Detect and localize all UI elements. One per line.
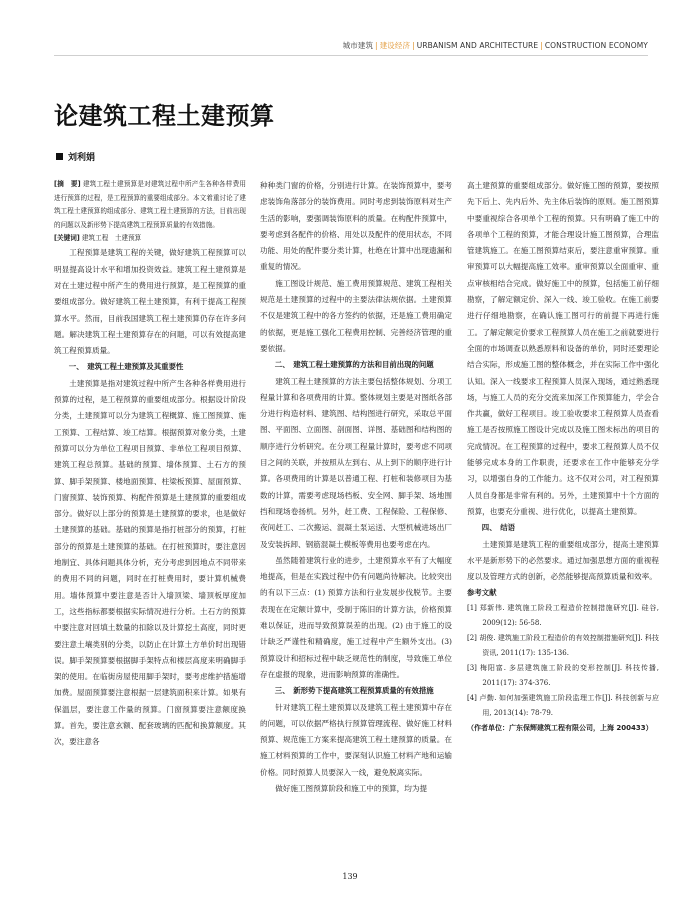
reference-item: [3] 梅阳富. 多层建筑施工阶段的变形控制[J]. 科技传播, 2011(17): 374-376. xyxy=(467,664,659,688)
header-section-cn: 城市建筑 xyxy=(342,41,374,50)
paragraph-continued: 高土建预算的重要组成部分。做好施工图的预算，要按照先下后上、先内后外、先主体后装饰的原则。施工图预算中要重视综合各项单个工程的预算。只有明确了施工中的各项单个工程的预算，才能合理设计施工图预算，合理监管建筑施工。在施工图预算结束后，要注意重审预算。重审预算可以大幅提高施工效率。重审预算以全面重审、重点审核相结合完成。做好施工中的预算，包括施工前仔细勘察，了解定额定价、深入一线、竣工验收。在施工前要进行仔细地勘察，在确认施工图可行的前提下再进行施工。了解定额定价要求工程预算人员在施工之前就要进行全面的市场调查以熟悉原料和设备的单价，同时还要理论结合实际，形成施工图的整体概念，并在实际工作中强化认知。深入一线要求工程预算人员深入现场，通过熟悉现场，与施工人员的充分交流来加深工作预算能力，学会合作共赢，做好工程项目。竣工验收要求工程预算人员查看施工是否按照施工图设计完成以及施工图未标出的项目的完成情况。在工程预算的过程中，要求工程预算人员不仅能够完成本身的工作职责，还要求在工作中能够充分学习，以增强自身的工作能力。这不仅对公司，对工程预算人员自身都是非常有利的。另外，土建预算中十个方面的预算，也要充分重视、进行优化，以提高土建预算。 xyxy=(467,181,659,516)
reference-item: [4] 卢勤. 如何加强建筑施工阶段监理工作[J]. 科技创新与应用, 2013(14): 78-79. xyxy=(467,694,659,718)
author-affiliation: （作者单位：广东保辉建筑工程有限公司，上海 200433） xyxy=(467,724,653,733)
header-subsection-en: CONSTRUCTION ECONOMY xyxy=(544,41,648,50)
section-1-paragraph: 土建预算是指对建筑过程中所产生各种各样费用进行预算的过程，是工程预算的重要组成部分。根据设计阶段分类，土建预算可以分为建筑工程概算、施工图预算、施工预算、工程结算、竣工结算。根据预算对象分类，土建预算可以分为单位工程项目预算、非单位工程项目预算、建筑工程总预算。基础的预算、墙体预算、土石方的预算、脚手架预算、楼地面预算、柱梁板预算、屋面预算、门窗预算、装饰预算、构配件预算是土建预算的重要组成部分。做好以上部分的预算是土建预算的要求，也是做好土建预算的基础。基础的预算是指打桩部分的预算，打桩部分的预算是土建预算的基础。在打桩预算时，要注意因地制宜、具体问题具体分析，充分考虑到因地点不同带来的费用不同的问题，同时在打桩费用时，要计算机械费用。墙体预算中要注意是否计入墙顶梁、墙顶板厚度加工，这些指标都要根据实际情况进行分析。土石方的预算中要注意对回填土数量的扣除以及计算挖土高度，同时更要注意土壤类别的分类，以防止在计算土方单价时出现错误。脚手架预算要根据脚手架特点和楼层高度来明确脚手架的使用。在临街房屋使用脚手架时，要考虑维护措施增加费。屋面预算要注意根据一层建筑面积来计算。如果有保温层，要注意工作量的预算。门窗预算要注意额度换算。首先，要注意玄额、配套玻璃的匹配和换算额度。其次，要注意各 xyxy=(54,378,246,747)
header-subsection-cn: 建设经济 xyxy=(379,41,411,50)
reference-item: [2] 胡俊. 建筑施工阶段工程造价的有效控制措施研究[J]. 科技资讯, 2011(17): 135-136. xyxy=(467,634,659,658)
section-2-paragraph-1: 建筑工程土建预算的方法主要包括整体规划、分项工程量计算和各项费用的计算。整体规划主要是对图纸各部分进行构造材料、建筑图、结构图进行研究，采取总平面图、平面图、立面图、剖面图、详图、基础图和结构图的顺序进行分析研究。在分项工程量计算时，要考虑不同项目之间的关联，并按照从左到右、从上到下的顺序进行计算。各项费用的计算是以普通工程、打桩和装修项目为基数的计算，需要考虑现场档板、安全网、脚手架、场地围挡和现场卷扬机。另外，赶工费、工程保险、工程保修、夜间赶工、二次搬运、混凝土泵运送、大型机械进场出厂及安装拆卸、钢筋混凝土模板等费用也要考虑在内。 xyxy=(260,376,452,549)
section-3-paragraph-1: 针对建筑工程土建预算以及建筑工程土建预算中存在的问题，可以依据严格执行预算管理流程、做好施工材料预算、规范施工方案来提高建筑工程土建预算的质量。在施工材料预算的工作中，要深刻认识施工材料产地和运输价格。同时预算人员要深入一线，避免脱离实际。 xyxy=(260,702,452,777)
abstract: [摘 要] 建筑工程土建预算是对建筑过程中所产生各种各样费用进行预算的过程，是工程预算的重要组成部分。本文着重讨论了建筑工程土建预算的组成部分、建筑工程土建预算的方法，目前出现的问题以及新形势下提高建筑工程预算质量的有效措施。 xyxy=(54,180,247,229)
article-title: 论建筑工程土建预算 xyxy=(54,102,275,130)
paragraph-continued: 种种类门窗的价格，分别进行计算。在装饰预算中，要考虑装饰角落部分的装饰费用。同时考虑到装饰原料对生产生活的影响，要强调装饰原料的质量。在构配件预算中，要考虑到各配件的价格、用处以及配件的使用状态，不同功能、用处的配件要分类计算，杜绝在计算中出现遗漏和重复的情况。 xyxy=(260,181,452,272)
column-1 xyxy=(54,178,246,751)
section-heading-3: 三、 新形势下提高建筑工程预算质量的有效措施 xyxy=(274,686,434,696)
keywords: [关键词] 建筑工程 土建预算 xyxy=(54,234,142,243)
header-section-en: URBANISM AND ARCHITECTURE xyxy=(416,41,539,50)
references-title: 参考文献 xyxy=(467,588,497,598)
page-number: 139 xyxy=(342,872,358,881)
paragraph: 施工图设计规范、施工费用预算规范、建筑工程相关规范是土建预算的过程中的主要法律法规依据。土建预算不仅是建筑工程中的各方签约的依据，还是施工费用确定的依据，更是施工强化工程费用控制、完善经济管理的重要依据。 xyxy=(260,278,452,353)
intro-paragraph: 工程预算是建筑工程的关键，做好建筑工程预算可以明显提高设计水平和增加投资效益。建筑工程土建预算是对在土建过程中所产生的费用进行预算，是工程预算的重要组成部分。做好建筑工程土建预算，有利于提高工程预算水平。然而，目前我国建筑工程土建预算仍存在许多问题。解决建筑工程土建预算存在的问题，可以有效提高建筑工程预算质量。 xyxy=(54,248,246,356)
conclusion-paragraph: 土建预算是建筑工程的重要组成部分，提高土建预算水平是新形势下的必然要求。通过加强思想方面的重视程度以及管理方式的创新，必然能够提高预算质量和效率。 xyxy=(467,539,659,582)
column-2 xyxy=(260,178,452,797)
section-heading-4: 四、 结语 xyxy=(481,523,516,533)
section-heading-2: 二、 建筑工程土建预算的方法和目前出现的问题 xyxy=(274,360,434,370)
square-bullet-icon xyxy=(56,153,63,160)
section-3-paragraph-2: 做好施工图预算阶段和施工中的预算，均为提 xyxy=(275,783,428,793)
header-divider xyxy=(54,55,648,56)
author-line xyxy=(56,150,95,163)
column-3 xyxy=(467,178,659,736)
section-heading-1: 一、 建筑工程土建预算及其重要性 xyxy=(68,362,184,372)
reference-item: [1] 郑新伟. 建筑施工阶段工程造价控制措施研究[J]. 硅谷, 2009(12): 56-58. xyxy=(467,604,659,628)
page-header: 城市建筑 | 建设经济 | URBANISM AND ARCHITECTURE | CONSTRUCTION ECONOMY xyxy=(342,41,648,50)
author-name: 刘利娟 xyxy=(68,153,96,163)
section-2-paragraph-2: 虽然随着建筑行业的进步，土建预算水平有了大幅度地提高，但是在实践过程中仍有问题尚待解决。比较突出的有以下三点：(1) 预算方法和行业发展步伐脱节。主要表现在在定额计算中，受制于陈旧的计算方法，价格预算难以保证，进而导致预算误差的出现。(2) 由于施工的设计缺乏严谨性和精确度，施工过程中产生额外支出。(3) 预算设计和招标过程中缺乏规范性的制度，导致施工单位存在虚报的现象，进而影响预算的准确性。 xyxy=(260,555,452,679)
